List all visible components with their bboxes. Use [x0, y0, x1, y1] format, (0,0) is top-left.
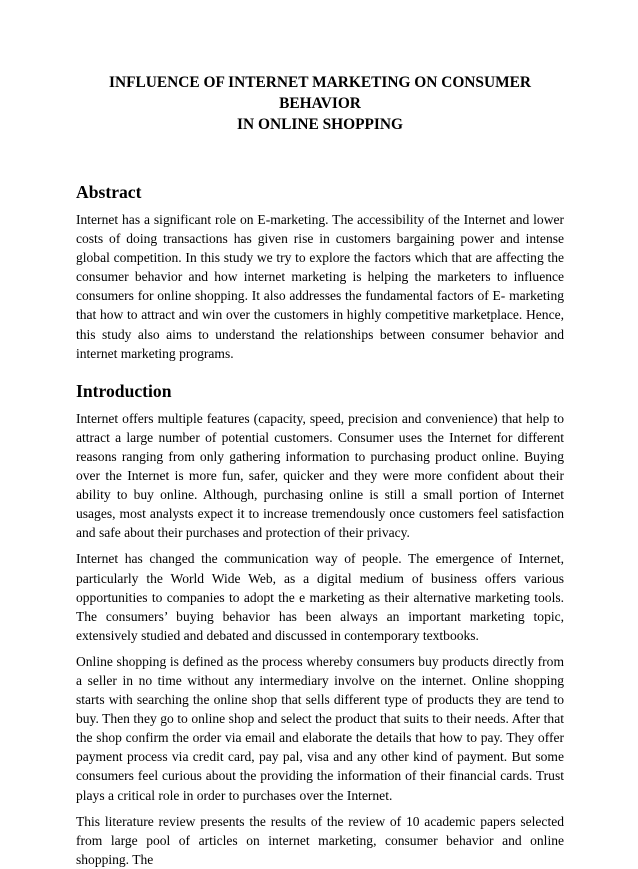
paper-title-line-1: INFLUENCE OF INTERNET MARKETING ON CONSUMER BEHAVIOR: [108, 74, 531, 112]
abstract-paragraph: Internet has a significant role on E-marketing. The accessibility of the Internet and lower costs of doing transactions has given rise in customers bargaining power and intense global competition. In this study we try to explore the factors which that are affecting the consumer behavior and how internet marketing is helping the marketers to influence consumers for online shopping. It also addresses the fundamental factors of E- marketing that how to attract and win over the customers in highly competitive marketplace. Hence, this study also aims to understand the relationships between consumer behavior and internet marketing programs.: [76, 212, 564, 361]
abstract-heading: Abstract: [76, 182, 142, 202]
introduction-paragraph-1: Internet offers multiple features (capacity, speed, precision and convenience) that help to attract a large number of potential customers. Consumer uses the Internet for different reasons ranging from only gathering information to purchasing product online. Buying over the Internet is more fun, safer, quicker and they were more confident about their ability to buy online. Although, purchasing online is still a small portion of Internet usages, most analysts expect it to increase tremendously once customers feel satisfaction and safe about their purchases and protection of their privacy.: [76, 410, 564, 541]
introduction-heading: Introduction: [76, 380, 172, 401]
introduction-paragraph-3: Online shopping is defined as the process whereby consumers buy products directly from a seller in no time without any intermediary involve on the internet. Online shopping starts with searching the online shop that sells different type of products they are tend to buy. Then they go to online shop and select the product that suits to their needs. After that the shop confirm the order via email and elaborate the details that how to pay. They offer payment process via credit card, pay pal, visa and any other kind of payment. But some consumers feel curious about the providing the information of their financial cards. Trust plays a critical role in order to purchases over the Internet.: [76, 653, 564, 803]
paper-title-line-2: IN ONLINE SHOPPING: [237, 116, 403, 133]
introduction-paragraph-4: This literature review presents the results of the review of 10 academic papers selected from large pool of articles on internet marketing, consumer behavior and online shopping. The: [76, 813, 564, 867]
introduction-paragraph-2: Internet has changed the communication way of people. The emergence of Internet, particularly the World Wide Web, as a digital medium of business offers various opportunities to companies to adopt the e marketing as their alternative marketing tools. The consumers’ buying behavior has been always an important marketing topic, extensively studied and debated and discussed in contemporary textbooks.: [76, 551, 564, 643]
paper-title: [76, 72, 564, 135]
